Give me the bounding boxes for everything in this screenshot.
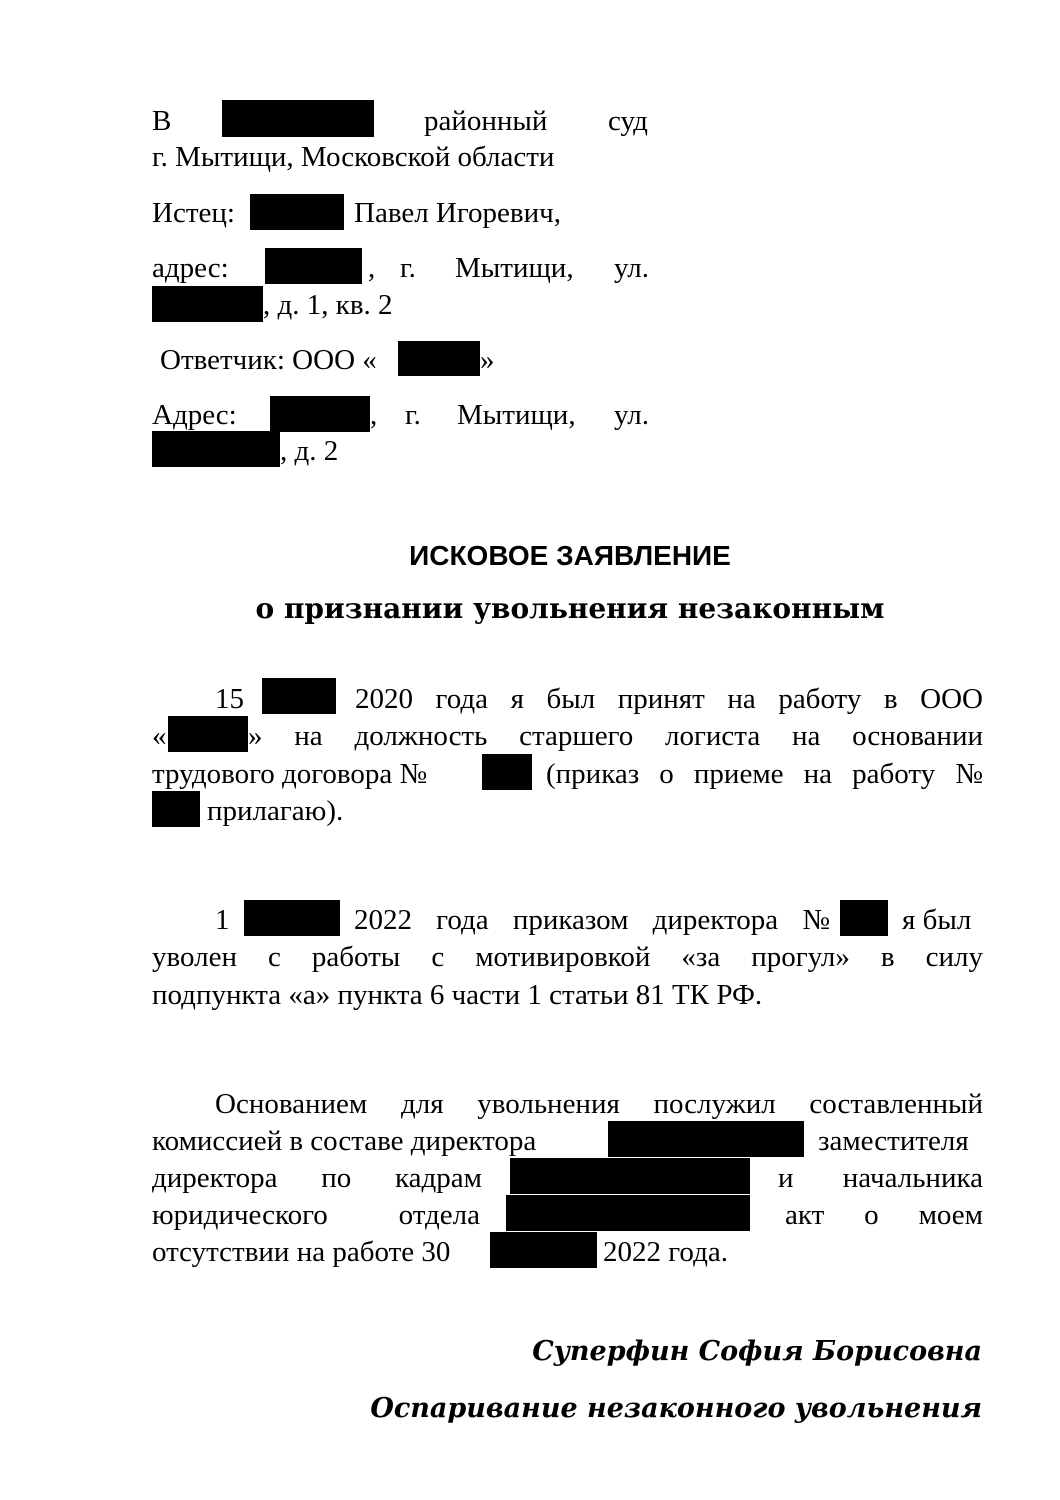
para2-line1: 2022 года приказом директора № (354, 904, 830, 936)
para3-line1: Основанием для увольнения послужил составленный (215, 1088, 983, 1120)
address2-street-prefix: ул. (614, 399, 649, 431)
address2-city-prefix: г. (405, 399, 421, 431)
address2-city: Мытищи, (457, 399, 576, 431)
para1-line1: 2020 года я был принят на работу в ООО (355, 683, 983, 715)
para3-line2: комиссией в составе директора (152, 1125, 537, 1157)
para2-line1-end: я был (902, 904, 972, 936)
defendant-close-quote: » (480, 344, 495, 376)
address1-label: адрес: (152, 252, 229, 284)
address1-city-prefix: г. (400, 252, 416, 284)
address1-house: , д. 1, кв. 2 (263, 289, 393, 321)
redaction-para1-month (262, 678, 336, 714)
court-city: г. Мытищи, Московской области (152, 141, 555, 173)
para3-line4-end: акт о моем (785, 1199, 983, 1231)
redaction-para2-order-number (840, 900, 888, 936)
redaction-para3-director (608, 1121, 804, 1157)
para1-line3: (приказ о приеме на работу № (546, 758, 983, 790)
redaction-para2-month (244, 900, 340, 936)
plaintiff-label: Истец: (152, 197, 235, 229)
para2-line2: уволен с работы с мотивировкой «за прогул» в силу (152, 941, 983, 973)
redaction-court-name (222, 100, 374, 137)
redaction-defendant-name (398, 341, 480, 376)
para3-line3-end: и начальника (778, 1162, 983, 1194)
redaction-para1-contract-number (482, 754, 532, 790)
address2-house: , д. 2 (280, 435, 339, 467)
address1-comma: , (368, 252, 376, 284)
redaction-address2-street (152, 431, 280, 467)
para1-day: 15 (215, 683, 244, 715)
court-word: районный (424, 105, 548, 137)
para1-line2: » на должность старшего логиста на основании (248, 720, 983, 752)
redaction-para3-hr-deputy (510, 1158, 750, 1194)
address1-street-prefix: ул. (614, 252, 649, 284)
redaction-para1-company (168, 716, 248, 752)
para3-line2-end: заместителя (818, 1125, 969, 1157)
redaction-address1-street (152, 286, 263, 322)
court-suffix: суд (608, 105, 648, 137)
address2-label: Адрес: (152, 399, 237, 431)
para2-line3: подпункта «а» пункта 6 части 1 статьи 81 ТК РФ. (152, 979, 763, 1011)
para3-line5: отсутствии на работе 30 (152, 1236, 451, 1268)
para3-line3: директора по кадрам (152, 1162, 482, 1194)
court-prefix: В (152, 105, 172, 137)
redaction-address2-index (270, 396, 370, 432)
para3-line5-end: 2022 года. (603, 1236, 728, 1268)
plaintiff-name: Павел Игоревич, (354, 197, 561, 229)
para1-line4: прилагаю). (207, 795, 344, 827)
signature-service: Оспаривание незаконного увольнения (370, 1393, 982, 1424)
signature-name: Суперфин София Борисовна (532, 1336, 982, 1367)
para2-day: 1 (215, 904, 230, 936)
document-subtitle: о признании увольнения незаконным (255, 592, 885, 625)
para3-line4: юридического отдела (152, 1199, 480, 1231)
defendant-label: Ответчик: ООО « (160, 344, 377, 376)
para1-contract-label: трудового договора № (152, 758, 428, 790)
redaction-para3-month (490, 1232, 597, 1268)
redaction-para3-legal-head (506, 1195, 750, 1231)
redaction-address1-index (265, 248, 362, 284)
address1-city: Мытищи, (455, 252, 574, 284)
document-title: ИСКОВОЕ ЗАЯВЛЕНИЕ (409, 540, 731, 571)
address2-comma: , (370, 399, 378, 431)
para1-open-quote: « (152, 720, 167, 752)
redaction-para1-order-number (152, 791, 200, 827)
redaction-plaintiff-surname (250, 194, 344, 230)
